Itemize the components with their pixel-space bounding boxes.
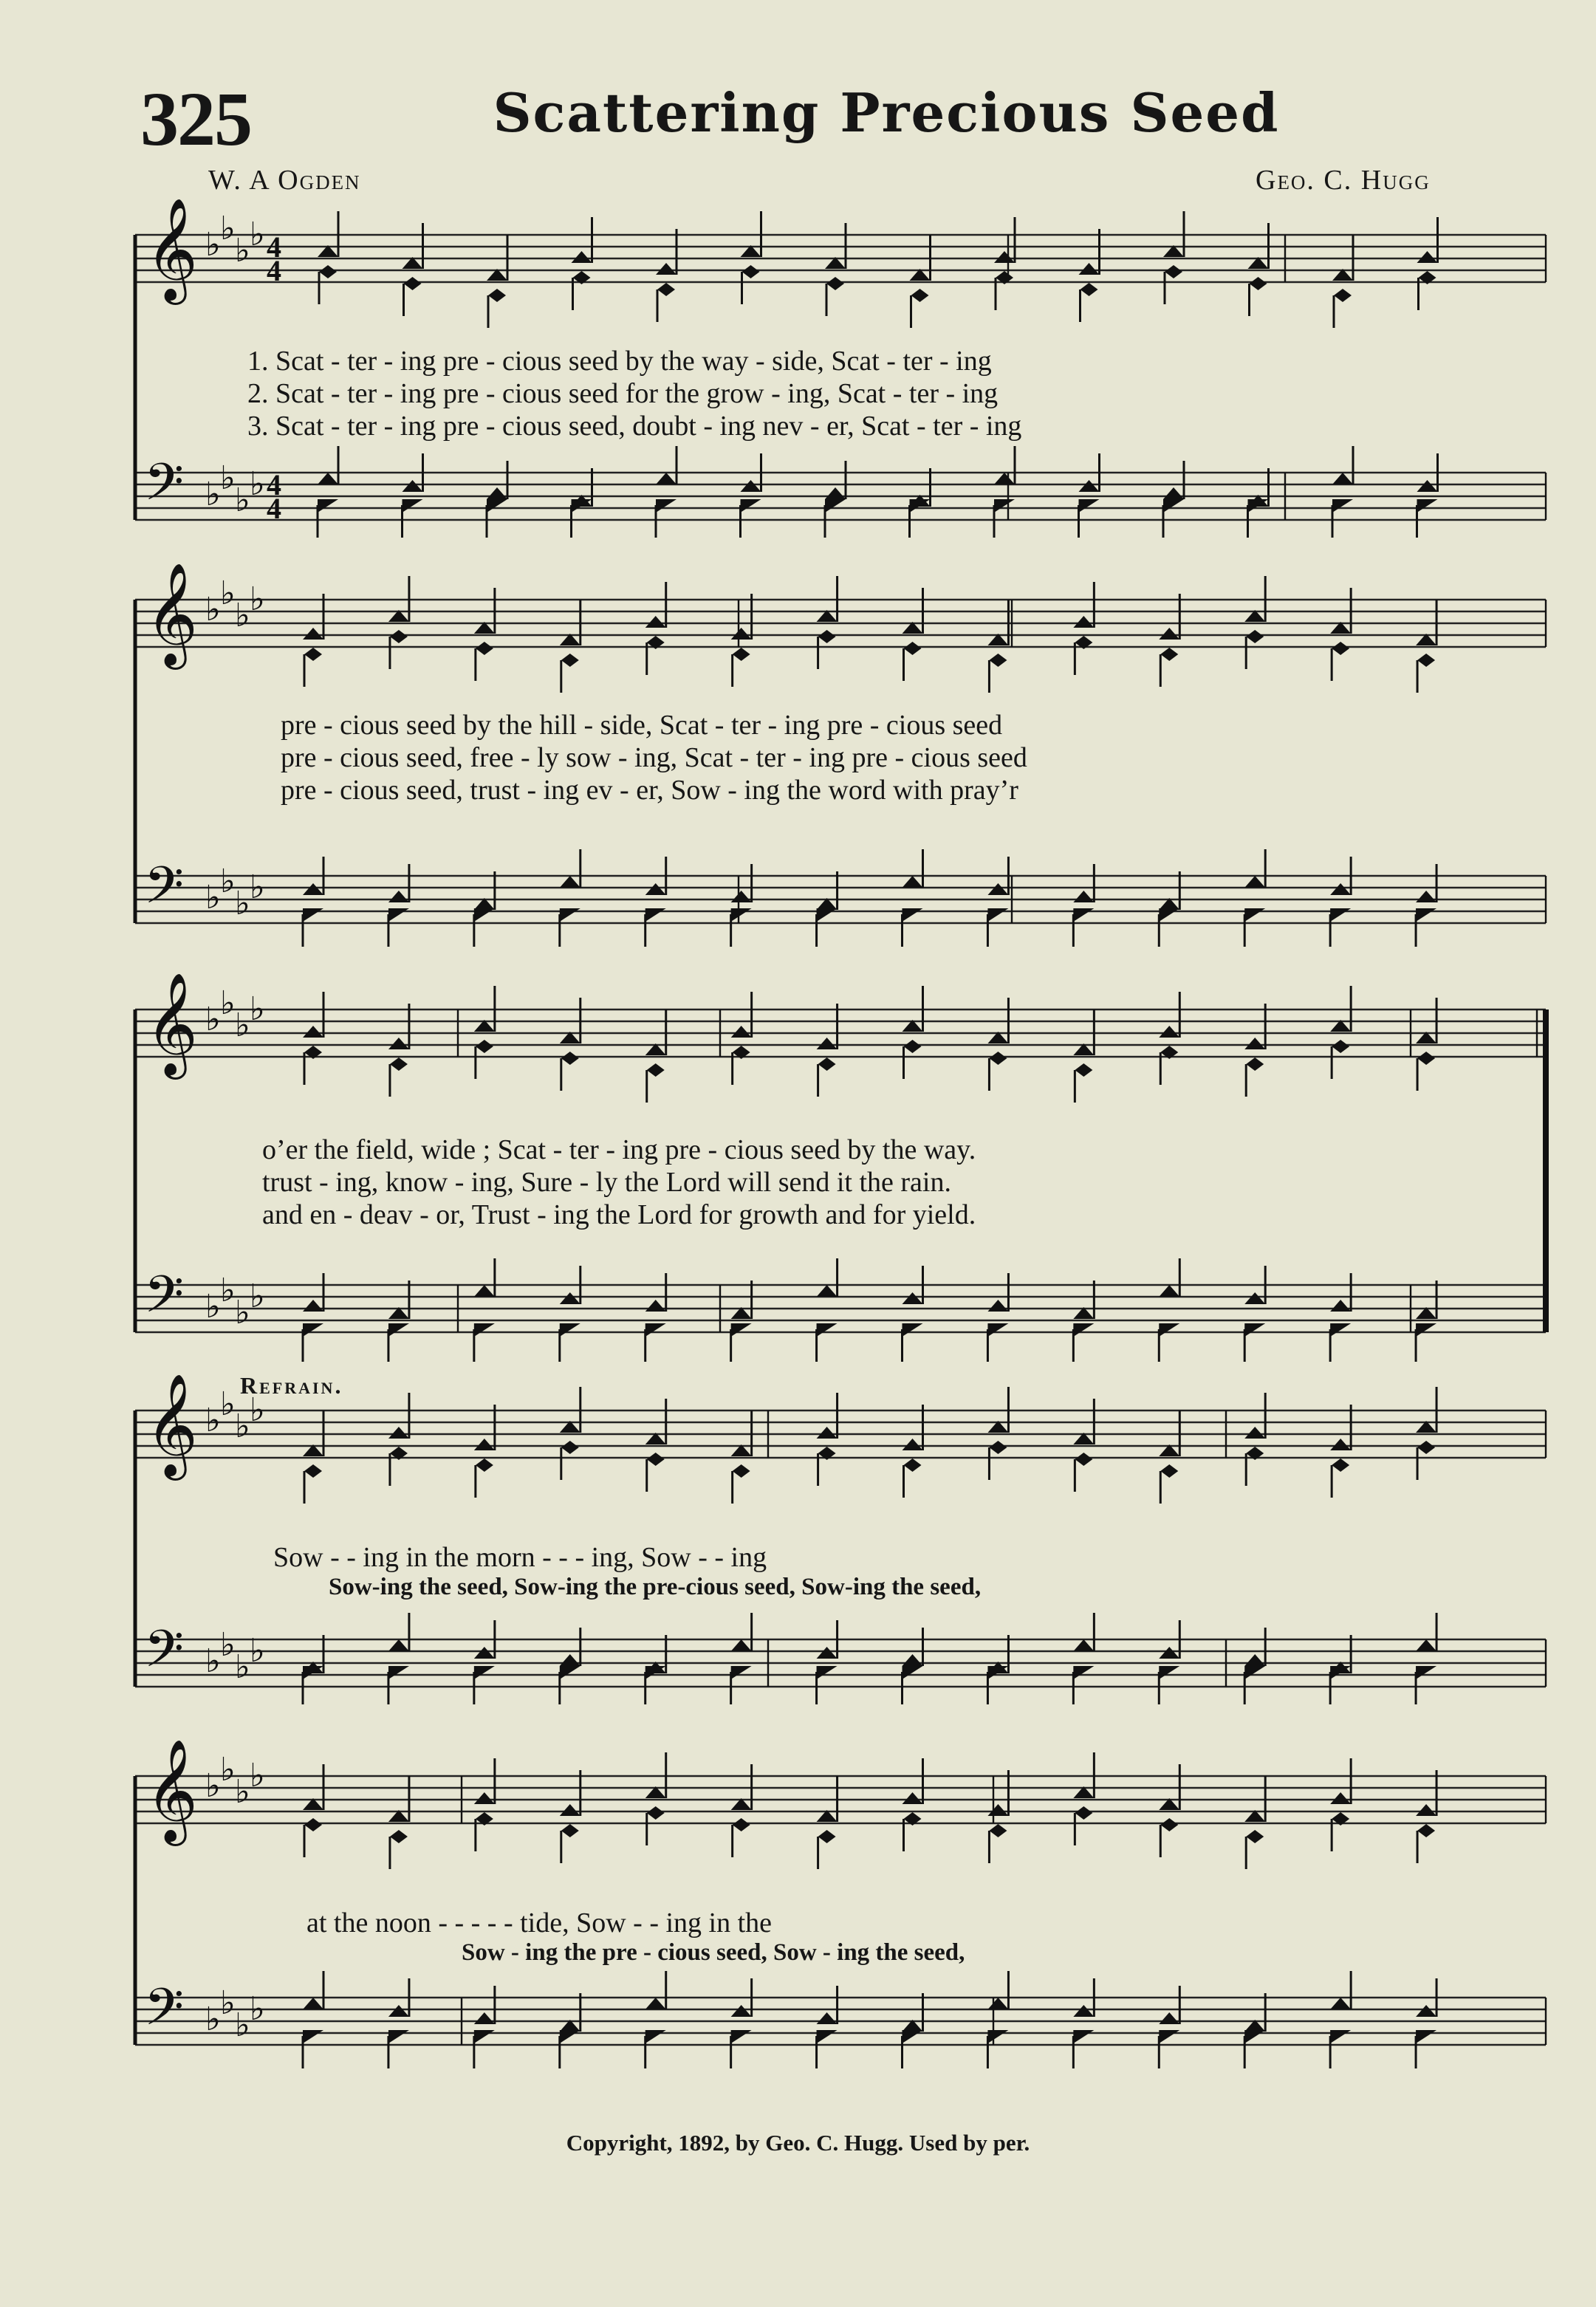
shape-note (987, 2030, 1008, 2043)
hymn-number: 325 (140, 77, 251, 162)
shape-note (1159, 1323, 1179, 1337)
flat-sign: ♭ (205, 1001, 221, 1038)
shape-note (1330, 1439, 1351, 1450)
shape-note (303, 2030, 323, 2043)
shape-note (903, 876, 923, 888)
shape-note (304, 1818, 322, 1831)
shape-note (1416, 1666, 1436, 1679)
shape-note (987, 883, 1008, 895)
shape-note (1073, 891, 1094, 902)
shape-note (390, 1830, 408, 1843)
shape-note (1159, 1647, 1179, 1659)
shape-note (474, 1792, 495, 1804)
bass-clef: 𝄢 (144, 855, 185, 928)
shape-note (1416, 1804, 1436, 1816)
treble-clef: 𝄞 (145, 973, 198, 1075)
shape-note (1334, 289, 1352, 302)
flat-sign: ♭ (235, 885, 250, 922)
shape-note (1417, 1441, 1435, 1454)
shape-note (911, 289, 929, 302)
flat-sign: ♭ (220, 1751, 236, 1789)
shape-note (1163, 499, 1184, 513)
shape-note (817, 1285, 838, 1297)
shape-note (560, 1666, 580, 1679)
shape-note (1330, 2030, 1351, 2043)
lyric-line-s2-v2: pre - cious seed, free - ly sow - ing, Scat - ter - ing pre - cious seed (281, 742, 1027, 773)
shape-note (1417, 251, 1438, 263)
shape-note (817, 2012, 838, 2024)
flat-sign: ♭ (235, 2006, 250, 2044)
time-signature: 4 (267, 492, 281, 525)
shape-note (1160, 648, 1178, 661)
shape-note (303, 1323, 323, 1337)
shape-note (1079, 480, 1100, 492)
flat-sign: ♭ (205, 1288, 221, 1326)
shape-note (1332, 473, 1353, 484)
shape-note (817, 1647, 838, 1659)
shape-note (474, 1285, 495, 1297)
shape-note (994, 251, 1015, 263)
shape-note (388, 1323, 409, 1337)
shape-note (731, 1323, 752, 1337)
shape-note (303, 1026, 323, 1038)
shape-note (731, 891, 752, 902)
shape-note (388, 2005, 409, 2017)
shape-note (904, 642, 922, 655)
flat-sign: ♭ (250, 1632, 265, 1670)
shape-note (987, 1804, 1008, 1816)
shape-note (731, 2030, 752, 2043)
shape-note (1417, 1052, 1435, 1065)
flat-sign: ♭ (235, 1007, 250, 1044)
shape-note (1330, 908, 1351, 922)
shape-note (1244, 2030, 1265, 2043)
flat-sign: ♭ (235, 1294, 250, 1331)
treble-clef: 𝄞 (145, 1374, 198, 1476)
shape-note (474, 1439, 495, 1450)
lyric-line-s1-v1: 1. Scat - ter - ing pre - cious seed by the way - side, Scat - ter - ing (247, 346, 992, 377)
shape-note (1244, 876, 1265, 888)
shape-note (903, 1292, 923, 1304)
shape-note (388, 891, 409, 902)
shape-note (304, 1464, 322, 1478)
shape-note (731, 1639, 752, 1651)
shape-note (303, 908, 323, 922)
shape-note (561, 1052, 579, 1065)
shape-note (560, 876, 580, 888)
shape-note (388, 1427, 409, 1439)
shape-note (572, 251, 592, 263)
shape-note (987, 1300, 1008, 1312)
shape-note (1246, 630, 1264, 643)
lyric-line-s3-v1: o’er the field, wide ; Scat - ter - ing pre - cious seed by the way. (262, 1134, 976, 1165)
lyric-line-s5-bass: Sow - ing the pre - cious seed, Sow - ing the seed, (462, 1939, 965, 1966)
shape-note (560, 1323, 580, 1337)
shape-note (1250, 277, 1267, 290)
flat-sign: ♭ (235, 1773, 250, 1811)
shape-note (903, 1654, 923, 1666)
flat-sign: ♭ (220, 575, 236, 612)
shape-note (656, 499, 677, 513)
shape-note (903, 1666, 923, 1679)
shape-note (733, 648, 750, 661)
shape-note (656, 263, 677, 275)
shape-note (1073, 1323, 1094, 1337)
shape-note (1080, 283, 1098, 296)
shape-note (989, 1441, 1007, 1454)
refrain-label: Refrain. (240, 1372, 343, 1399)
shape-note (1417, 499, 1438, 513)
shape-note (1416, 908, 1436, 922)
shape-note (1244, 1292, 1265, 1304)
shape-note (818, 630, 836, 643)
flat-sign: ♭ (205, 2001, 221, 2038)
shape-note (1073, 2005, 1094, 2017)
shape-note (1075, 1063, 1092, 1077)
shape-note (645, 883, 666, 895)
lyric-line-s4-bass: Sow-ing the seed, Sow-ing the pre-cious seed, Sow-ing the seed, (329, 1574, 982, 1600)
flat-sign: ♭ (220, 1272, 236, 1309)
shape-note (817, 1323, 838, 1337)
shape-note (1073, 1639, 1094, 1651)
flat-sign: ♭ (205, 1767, 221, 1805)
shape-note (403, 480, 423, 492)
flat-sign: ♭ (220, 1626, 236, 1664)
flat-sign: ♭ (235, 232, 250, 270)
time-signature: 4 (267, 254, 281, 287)
shape-note (303, 628, 323, 640)
lyric-line-s3-v3: and en - deav - or, Trust - ing the Lord for growth and for yield. (262, 1199, 976, 1230)
shape-note (742, 265, 760, 278)
shape-note (989, 654, 1007, 667)
shape-note (657, 283, 675, 296)
shape-note (1330, 1792, 1351, 1804)
flat-sign: ♭ (205, 879, 221, 916)
shape-note (1073, 1666, 1094, 1679)
shape-note (476, 1458, 493, 1472)
shape-note (1244, 1654, 1265, 1666)
shape-note (987, 1998, 1008, 2009)
shape-note (817, 1427, 838, 1439)
flat-sign: ♭ (250, 1391, 265, 1429)
flat-sign: ♭ (250, 868, 265, 906)
shape-note (1244, 1427, 1265, 1439)
shape-note (1330, 883, 1351, 895)
shape-note (560, 1804, 580, 1816)
time-signature: 4 (267, 468, 281, 501)
shape-note (645, 1300, 666, 1312)
shape-note (1330, 1300, 1351, 1312)
shape-note (903, 2030, 923, 2043)
shape-note (994, 499, 1015, 513)
shape-note (645, 2030, 666, 2043)
shape-note (561, 654, 579, 667)
shape-note (388, 1666, 409, 1679)
shape-note (903, 908, 923, 922)
shape-note (1416, 1323, 1436, 1337)
bass-clef: 𝄢 (144, 1977, 185, 2049)
shape-note (733, 1464, 750, 1478)
shape-note (303, 1998, 323, 2009)
shape-note (731, 1666, 752, 1679)
shape-note (1417, 480, 1438, 492)
shape-note (818, 1057, 836, 1071)
shape-note (1244, 1038, 1265, 1049)
shape-note (388, 908, 409, 922)
flat-sign: ♭ (205, 1402, 221, 1439)
shape-note (1165, 265, 1182, 278)
shape-note (733, 1818, 750, 1831)
flat-sign: ♭ (220, 984, 236, 1022)
flat-sign: ♭ (235, 597, 250, 634)
shape-note (1079, 263, 1100, 275)
shape-note (1330, 1998, 1351, 2009)
shape-note (403, 499, 423, 513)
flat-sign: ♭ (250, 1990, 265, 2028)
shape-note (1159, 1026, 1179, 1038)
shape-note (487, 487, 507, 499)
shape-note (474, 1666, 495, 1679)
bass-clef: 𝄢 (144, 1264, 185, 1337)
shape-note (1079, 499, 1100, 513)
shape-note (561, 1824, 579, 1837)
shape-note (987, 1323, 1008, 1337)
shape-note (903, 1792, 923, 1804)
shape-note (994, 473, 1015, 484)
shape-note (404, 277, 422, 290)
shape-note (1159, 2012, 1179, 2024)
shape-note (731, 1026, 752, 1038)
shape-note (817, 1038, 838, 1049)
shape-note (1159, 628, 1179, 640)
shape-note (390, 1057, 408, 1071)
shape-note (989, 1824, 1007, 1837)
shape-note (474, 2030, 495, 2043)
treble-clef: 𝄞 (145, 1739, 198, 1842)
shape-note (1332, 499, 1353, 513)
lyric-line-s4-main: Sow - - ing in the morn - - - ing, Sow - - ing (273, 1542, 767, 1573)
shape-note (989, 1052, 1007, 1065)
shape-note (1416, 2030, 1436, 2043)
flat-sign: ♭ (220, 210, 236, 247)
shape-note (1073, 616, 1094, 628)
shape-note (731, 2005, 752, 2017)
flat-sign: ♭ (250, 465, 265, 503)
shape-note (560, 1292, 580, 1304)
lyric-line-s2-v3: pre - cious seed, trust - ing ev - er, Sow - ing the word with pray’r (281, 775, 1018, 806)
shape-note (476, 642, 493, 655)
hymn-title: Scattering Precious Seed (493, 81, 1280, 144)
shape-note (1244, 908, 1265, 922)
shape-note (1416, 891, 1436, 902)
shape-note (731, 908, 752, 922)
shape-note (1073, 908, 1094, 922)
shape-note (1075, 1453, 1092, 1466)
shape-note (474, 1647, 495, 1659)
shape-note (987, 908, 1008, 922)
shape-note (1417, 654, 1435, 667)
shape-note (318, 473, 338, 484)
shape-note (488, 289, 506, 302)
shape-note (1332, 642, 1349, 655)
treble-clef: 𝄞 (145, 198, 198, 301)
shape-note (1159, 908, 1179, 922)
shape-note (1160, 1464, 1178, 1478)
shape-note (303, 883, 323, 895)
flat-sign: ♭ (250, 216, 265, 253)
shape-note (561, 1441, 579, 1454)
shape-note (645, 616, 666, 628)
flat-sign: ♭ (250, 1757, 265, 1794)
shape-note (904, 1458, 922, 1472)
flat-sign: ♭ (220, 863, 236, 900)
shape-note (560, 908, 580, 922)
shape-note (904, 1040, 922, 1053)
shape-note (476, 1040, 493, 1053)
shape-note (825, 499, 846, 513)
shape-note (388, 1639, 409, 1651)
shape-note (1075, 1806, 1092, 1820)
shape-note (1332, 1040, 1349, 1053)
shape-note (560, 1654, 580, 1666)
shape-note (1244, 1323, 1265, 1337)
shape-note (388, 2030, 409, 2043)
shape-note (825, 487, 846, 499)
flat-sign: ♭ (250, 580, 265, 618)
shape-note (318, 499, 338, 513)
shape-note (1417, 1824, 1435, 1837)
shape-note (1246, 1830, 1264, 1843)
shape-note (826, 277, 844, 290)
shape-note (731, 628, 752, 640)
shape-note (817, 1666, 838, 1679)
shape-note (645, 1998, 666, 2009)
shape-note (1163, 487, 1184, 499)
flat-sign: ♭ (220, 1984, 236, 2022)
shape-note (1073, 2030, 1094, 2043)
shape-note (1244, 1666, 1265, 1679)
words-author: W. A Ogden (208, 165, 361, 196)
shape-note (1246, 1057, 1264, 1071)
shape-note (1160, 1818, 1178, 1831)
shape-note (903, 1323, 923, 1337)
shape-note (388, 1038, 409, 1049)
shape-note (647, 1453, 665, 1466)
bass-clef: 𝄢 (144, 1619, 185, 1691)
shape-note (656, 473, 677, 484)
flat-sign: ♭ (220, 459, 236, 497)
shape-note (560, 2030, 580, 2043)
shape-note (647, 1806, 665, 1820)
shape-note (1332, 1458, 1349, 1472)
shape-note (319, 265, 337, 278)
shape-note (1159, 2030, 1179, 2043)
flat-sign: ♭ (235, 481, 250, 519)
shape-note (303, 1300, 323, 1312)
flat-sign: ♭ (250, 990, 265, 1028)
shape-note (304, 648, 322, 661)
flat-sign: ♭ (205, 1642, 221, 1680)
shape-note (903, 1439, 923, 1450)
shape-note (1330, 1323, 1351, 1337)
shape-note (817, 2030, 838, 2043)
shape-note (390, 630, 408, 643)
shape-note (474, 2012, 495, 2024)
lyric-line-s5-main: at the noon - - - - - tide, Sow - - ing in the (306, 1907, 773, 1939)
shape-note (647, 1063, 665, 1077)
shape-note (741, 480, 761, 492)
flat-sign: ♭ (235, 1648, 250, 1686)
lyric-line-s3-v2: trust - ing, know - ing, Sure - ly the Lord will send it the rain. (262, 1167, 951, 1198)
shape-note (1159, 1285, 1179, 1297)
shape-note (1416, 2005, 1436, 2017)
flat-sign: ♭ (250, 1278, 265, 1315)
lyric-line-s1-v3: 3. Scat - ter - ing pre - cious seed, doubt - ing nev - er, Scat - ter - ing (247, 411, 1022, 442)
music-composer: Geo. C. Hugg (1256, 165, 1431, 196)
shape-note (487, 499, 507, 513)
time-signature: 4 (267, 230, 281, 264)
flat-sign: ♭ (220, 1385, 236, 1423)
flat-sign: ♭ (205, 226, 221, 264)
shape-note (645, 908, 666, 922)
shape-note (1159, 1666, 1179, 1679)
shape-note (645, 1323, 666, 1337)
shape-note (1416, 1639, 1436, 1651)
flat-sign: ♭ (235, 1408, 250, 1445)
treble-clef: 𝄞 (145, 563, 198, 665)
copyright-notice: Copyright, 1892, by Geo. C. Hugg. Used by per. (566, 2130, 1030, 2156)
flat-sign: ♭ (205, 591, 221, 628)
shape-note (817, 908, 838, 922)
flat-sign: ♭ (205, 476, 221, 513)
shape-note (474, 908, 495, 922)
lyric-line-s1-v2: 2. Scat - ter - ing pre - cious seed for the grow - ing, Scat - ter - ing (247, 378, 999, 409)
shape-note (741, 499, 761, 513)
bass-clef: 𝄢 (144, 452, 185, 524)
shape-note (818, 1830, 836, 1843)
lyric-line-s2-v1: pre - cious seed by the hill - side, Scat - ter - ing pre - cious seed (281, 710, 1003, 741)
shape-note (474, 1323, 495, 1337)
